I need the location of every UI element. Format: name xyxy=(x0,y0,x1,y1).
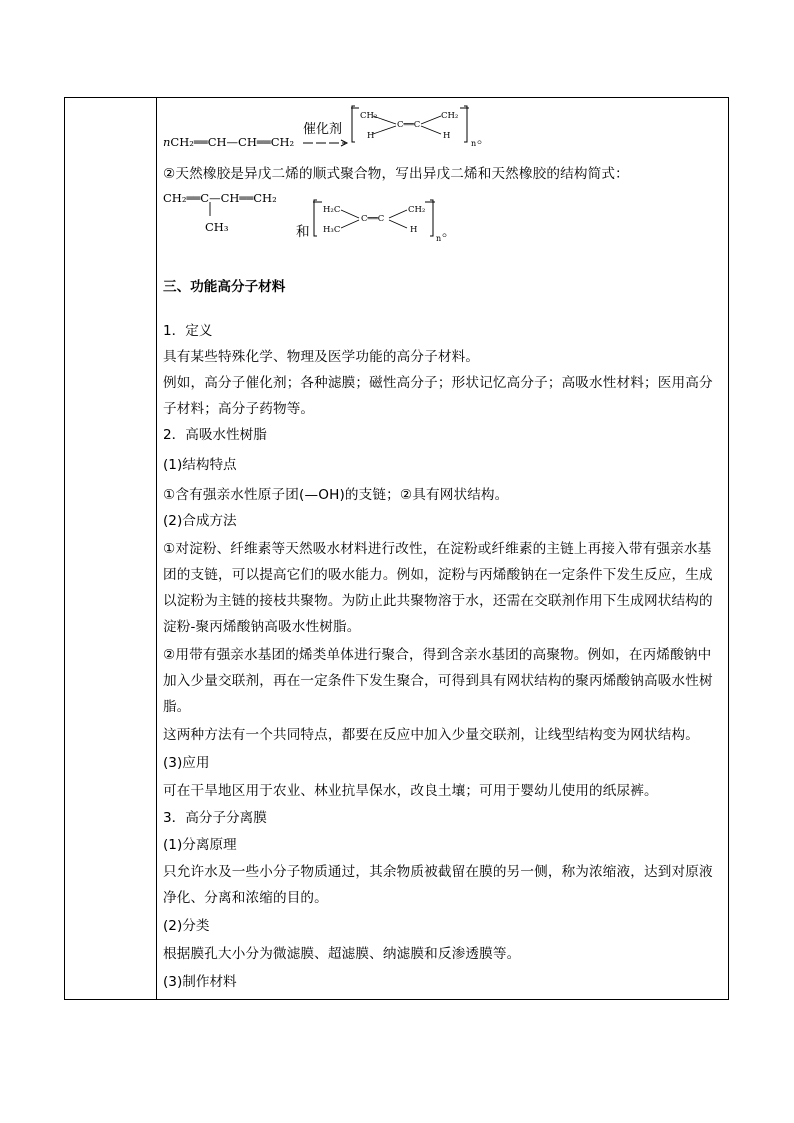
polymer-ch2-left: CH₂ xyxy=(360,111,378,121)
paragraph: ②用带有强亲水基团的烯类单体进行聚合，得到含亲水基团的高聚物。例如，在丙烯酸钠中 xyxy=(163,647,712,663)
paragraph: 加入少量交联剂，再在一定条件下发生聚合，可得到具有网状结构的聚丙烯酸钠高吸水性树 xyxy=(163,673,713,689)
subheading: (2)分类 xyxy=(163,918,210,934)
reaction-butadiene xyxy=(163,134,294,150)
subheading: 3．高分子分离膜 xyxy=(163,810,267,826)
paragraph: 只允许水及一些小分子物质通过，其余物质被截留在膜的另一侧，称为浓缩液，达到对原液 xyxy=(163,864,713,880)
subheading: (3)制作材料 xyxy=(163,974,237,990)
paragraph: 团的支链，可以提高它们的吸水能力。例如，淀粉与丙烯酸钠在一定条件下发生反应，生成 xyxy=(163,567,713,583)
paragraph: 以淀粉为主链的接枝共聚物。为防止此共聚物溶于水，还需在交联剂作用下生成网状结构的 xyxy=(163,593,713,609)
isoprene-branch-bond xyxy=(207,202,213,218)
left-column xyxy=(65,98,157,999)
isoprene-methyl: CH₃ xyxy=(205,220,229,234)
paragraph: ①对淀粉、纤维素等天然吸水材料进行改性，在淀粉或纤维素的主链上再接入带有强亲水基 xyxy=(163,541,712,557)
reaction-arrow-icon xyxy=(301,138,351,148)
coefficient-n: n xyxy=(163,135,171,149)
isoprene-formula: CH₂══C—CH══CH₂ xyxy=(163,191,277,205)
subheading: (1)结构特点 xyxy=(163,457,237,473)
reaction1-end: 。 xyxy=(477,131,491,147)
subheading: (1)分离原理 xyxy=(163,837,237,853)
paragraph: 具有某些特殊化学、物理及医学功能的高分子材料。 xyxy=(163,349,480,365)
paragraph: 例如，高分子催化剂；各种滤膜；磁性高分子；形状记忆高分子；高吸水性材料；医用高分 xyxy=(163,375,713,391)
paragraph: 淀粉-聚丙烯酸钠高吸水性树脂。 xyxy=(163,619,361,635)
paragraph: 这两种方法有一个共同特点，都要在反应中加入少量交联剂，让线型结构变为网状结构。 xyxy=(163,727,700,743)
paragraph: 子材料；高分子药物等。 xyxy=(163,401,315,417)
rubber-h2c: H₂C xyxy=(323,205,341,215)
polymer-ch2-right: CH₂ xyxy=(441,111,459,121)
rubber-h3c: H₃C xyxy=(323,225,341,235)
catalyst-label: 催化剂 xyxy=(303,122,343,137)
section-heading: 三、功能高分子材料 xyxy=(163,279,286,295)
content-table xyxy=(64,97,729,1000)
polymer-subscript-n: n xyxy=(471,139,477,148)
subheading: (2)合成方法 xyxy=(163,513,237,529)
subheading: (3)应用 xyxy=(163,755,210,771)
rubber-h: H xyxy=(410,225,418,235)
paragraph: 脂。 xyxy=(163,699,191,715)
paragraph: 净化、分离和浓缩的目的。 xyxy=(163,890,328,906)
polymer-h-left: H xyxy=(367,131,375,141)
rubber-subscript-n: n xyxy=(436,234,442,243)
rubber-double-bond: C══C xyxy=(361,214,385,224)
natural-rubber-text: ②天然橡胶是异戊二烯的顺式聚合物，写出异戊二烯和天然橡胶的结构简式： xyxy=(163,166,629,182)
and-text: 和 xyxy=(296,224,310,240)
butadiene-formula: CH₂══CH—CH══CH₂ xyxy=(170,135,295,149)
rubber-ch2: CH₂ xyxy=(408,205,426,215)
polymer-h-right: H xyxy=(443,131,451,141)
subheading: 2．高吸水性树脂 xyxy=(163,427,267,443)
paragraph: 可在干旱地区用于农业、林业抗旱保水，改良土壤；可用于婴幼儿使用的纸尿裤。 xyxy=(163,783,658,799)
paragraph: 根据膜孔大小分为微滤膜、超滤膜、纳滤膜和反渗透膜等。 xyxy=(163,946,521,962)
natural-rubber-end: 。 xyxy=(442,224,456,240)
paragraph: ①含有强亲水性原子团(—OH)的支链；②具有网状结构。 xyxy=(163,487,509,503)
definition-title: 1．定义 xyxy=(163,323,213,339)
polymer-double-bond: C══C xyxy=(397,120,421,130)
